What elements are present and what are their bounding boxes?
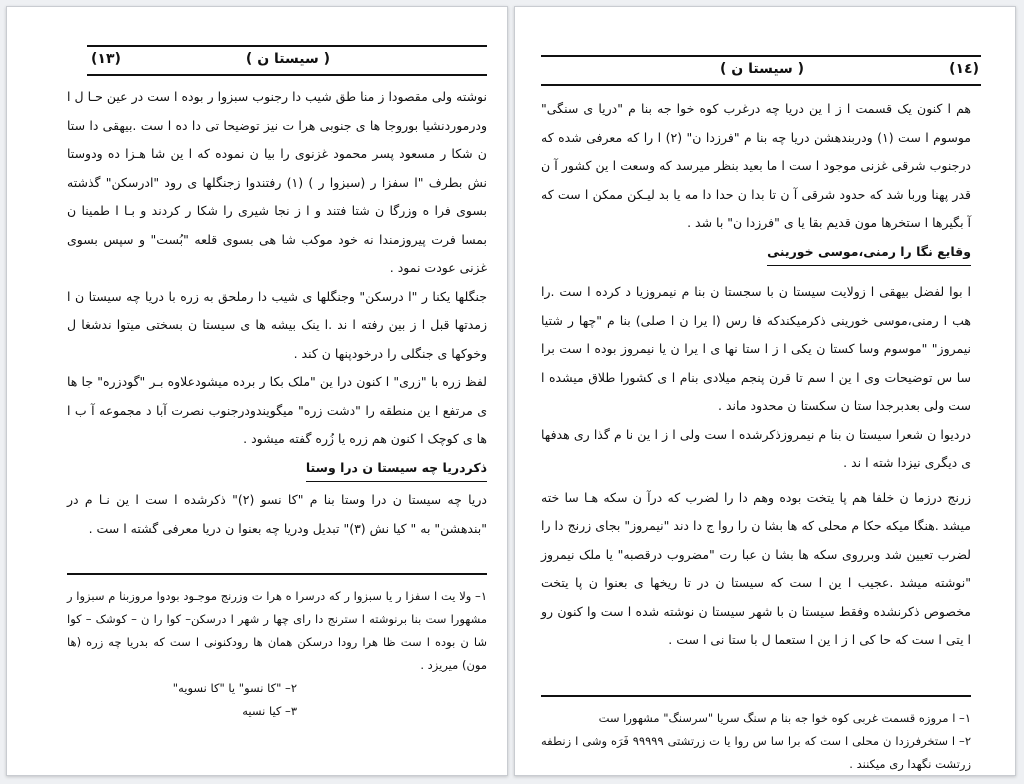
footnotes <box>541 707 971 776</box>
page-number: (١٤) <box>949 61 979 77</box>
paragraph: دردیوا ن شعرا سیستا ن بنا م نیمروزذکرشده ا ست ولی ا ز ا ین نا م گذا ری هدفها ی دیگری نیزدا شته ا ند . <box>541 426 971 470</box>
header-bottom-rule <box>87 74 487 76</box>
footnote: ١– ا مروزه قسمت غربی کوه خوا جه بنا م سنگ سریا "سرسنگ" مشهورا ست <box>598 711 971 725</box>
footnote: ١– ولا یت ا سفزا ر یا سبزوا ر که درسرا ه هرا ت وزرنج موجـود بودوا مروزبنا م سبزوا ر مشهورا ست بنا برنوشته ا سترنج دا رای چها ر شهر ا درسکن– کوا را ن – کوشک – کوا شا ن بوده ا ست ظا هرا رودا درسکن همان ها رودکنونی ا ست که بدریا چه زره (ها مون) میریزد . <box>67 589 487 672</box>
footnote-rule <box>67 573 487 575</box>
running-title: ( سیستا ن ) <box>245 51 330 67</box>
header-top-rule <box>541 55 981 57</box>
paragraph: نوشته ولی مقصودا ز منا طق شیب دا رجنوب سبزوا ر بوده ا ست در عین حـا ل ا ودرموردنشیا بوروجا ها ی جنوبی هرا ت نیز توضیحا تی دا ده ا ست .بیهقی دا ستا ن شکا ر مسعود پسر محمود غزنوی را بیا ن نموده که ا ین شا هـزا ده ودوستا نش بطرف "ا سفزا ر (سبزوا ر ) (١) رفتندوا زجنگلها ی رود "ادرسکن" گذشته بسوی فرا ه وزرگا ن شتا فتند و ا ز نجا شیری را شکا ر کردند و بـا ا طمینا ن بمسا فرت پیروزمندا نه خود موکب شا هی بسوی قلعه "بُست" و سپس بسوی غزنی عودت نمود . <box>67 89 487 275</box>
section-heading: ذکردریا چه سیستا ن درا وستا <box>306 456 487 482</box>
paragraph: لفظ زره با "زری" ا کنون درا ین "ملک بکا ر برده میشودعلاوه بـر "گودزره" جا ها ی مرتفع ا ین منطقه را "دشت زره" میگویندودرجنوب نصرت آبا د مجموعه آ ب ا ها ی کوچک ا کنون هم زره یا زُره گفته میشود . <box>67 374 487 446</box>
paragraph: ا بوا لفضل بیهقی ا زولایت سیستا ن با سجستا ن بنا م نیمروزیا د کرده ا ست .را هب ا رمنی،موسی خورینی ذکرمیکندکه فا رس (ا یرا ن ا صلی) بنا م "چها ر شتیا نیمروز" "موسوم وسا کستا ن یکی ا ز ا ستا نها ی ا یرا ن یا نیمروز بوده ا ست برا سا س توضیحات وی ا ین ا سم تا قرن پنجم میلادی بنام ا ی کشورا طلاق میشده ا ست ولی بعدبرجدا ستا ن سکستا ن محدود ماند . <box>541 284 971 413</box>
running-title: ( سیستا ن ) <box>720 61 805 77</box>
section-heading: وقایع نگا را رمنی،موسی خورینی <box>767 240 971 266</box>
paragraph: دریا چه سیستا ن درا وستا بنا م "کا نسو (٢)" ذکرشده ا ست ا ین نـا م در "بندهشن" به " کیا نش (٣)" تبدیل ودریا چه بعنوا ن دریا معرفی گشته ا ست . <box>67 492 487 536</box>
footnotes <box>67 585 487 723</box>
header-top-rule <box>87 45 487 47</box>
paragraph: جنگلها یکنا ر "ا درسکن" وجنگلها ی شیب دا رملحق به زره با دریا چه سیستا ن ا زمدتها قبل ا ز بین رفته ا ند .ا ینک بیشه ها ی سیستا ن بسختی میتوا ندشغا ل وخوکها ی جنگلی را درخودپنها ن کند . <box>67 288 487 361</box>
page-13 <box>6 6 508 776</box>
paragraph: زرنج درزما ن خلفا هم پا یتخت بوده وهم دا را لضرب که درآ ن سکه هـا سا خته میشد .هنگا میکه حکا م محلی که ها بشا ن را روا ج دا دند "نیمروز" بجای زرنج دا را لضرب تعیین شد وبرروی سکه ها بشا ن عبا رت "مضروب درقصبه" یا ملک نیمروز "نوشته میشد .عجیب ا ین ا ست که سیستا ن در تا ریخها ی بعنوا ن پا یتخت مخصوص ذکرنشده وفقط سیستا ن با شهر سیستا ن نوشته شده ا ست وا کنون رو ا یتی ا ست که حا کی ا ز ا ین ا ستعما ل با ستا نی ا ست . <box>541 489 971 647</box>
paragraph: هم ا کنون یک قسمت ا ز ا ین دریا چه درغرب کوه خوا جه بنا م "دریا ی سنگی" موسوم ا ست (١) ودربندهشن دریا چه بنا م "فرزدا ن" (٢) ا را که معرفی شده که درجنوب شرقی غزنی موجود ا ست ا ما بعید بنظر میرسد که وسعت ا ین کشور آ ن قدر پهنا وربا شد که حدود شرقی آ ن تا بدا ن حدا دا مه یا بد لیـکن ممکن ا ست که آ بگیرها ا ستخرها مون قدیم بقا یا ی "فرزدا ن" با شد . <box>541 101 971 230</box>
footnote: ٢– "کا نسو" یا "کا نسویه" <box>172 681 297 695</box>
page-header <box>91 51 485 67</box>
footnote-rule <box>541 695 971 697</box>
page-14 <box>514 6 1016 776</box>
header-bottom-rule <box>541 84 981 86</box>
footnote: ٢– ا ستخرفرزدا ن محلی ا ست که برا سا س روا یا ت زرتشتی ٩٩٩٩٩ فَرَه وشی ا زنطفه زرتشت نگهدا ری میکنند . <box>541 734 971 771</box>
main-text <box>541 95 971 655</box>
page-number: (١٣) <box>91 51 121 67</box>
main-text <box>67 83 487 543</box>
page-header <box>545 61 979 77</box>
footnote: ٣– کیا نسیه <box>242 704 297 718</box>
